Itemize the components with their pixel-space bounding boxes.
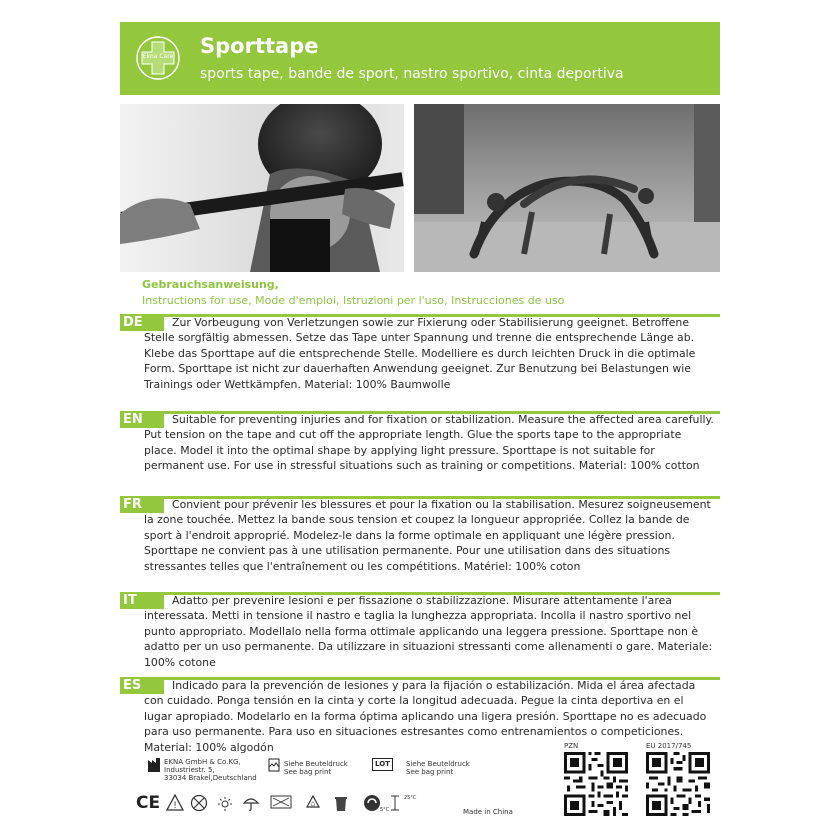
section-text-es: Indicado para la prevención de lesiones y para la fijación o estabilización. Mida el área afectada con cuidado. Ponga tensión en la cinta y corte la longitud adecuada. Pegue la cinta deportiva en el lugar apropiado. Modelarlo en la forma óptima aplicando una ligera presión. Sporttape no es adecuado para uso permanente. Para uso en situaciones estresantes como entrenamientos o competiciones. Material: 100% algodón: [144, 679, 707, 754]
instructions-heading: Gebrauchsanweisung,: [142, 278, 279, 291]
header-banner: [120, 22, 720, 95]
instruction-leaflet: [120, 22, 720, 822]
photo-weightlifting: [120, 104, 404, 272]
pzn-label: PZN: [564, 742, 579, 750]
language-badge-en: EN: [120, 412, 164, 428]
lot-badge: LOT: [372, 758, 393, 771]
keep-dry-icon: [242, 794, 260, 812]
warning-icon: [166, 794, 184, 812]
section-text-it: Adatto per prevenire lesioni e per fissazione o stabilizzazione. Misurare attentamente l'area interessata. Metti in tensione il nastro e taglia la lunghezza appropriata. Incolla il nastro sportivo nel punto appropriato. Modellalo nella forma ottimale applicando una leggera pressione. Sporttape non è adatto per un uso permanente. Da utilizzare in situazioni stressanti come allenamenti o gare. Materiale: 100% cotone: [144, 594, 713, 669]
temp-max: 25°C: [404, 795, 417, 801]
pzn-qr-code: [564, 752, 628, 816]
section-text-de: Zur Vorbeugung von Verletzungen sowie zur Fixierung oder Stabilisierung geeignet. Betroffene Stelle sorgfältig abmessen. Setze das Tape unter Spannung und trenne die entsprechende Länge ab. Klebe das Sporttape auf die entsprechende Stelle. Modelliere es durch leichten Druck in die optimale Form. Sporttape ist nicht zur dauerhaften Anwendung geeignet. Zur Benutzung bei Belastungen wie Trainings oder Wettkämpfen. Material: 100% Baumwolle: [144, 316, 696, 391]
language-badge-fr: FR: [120, 497, 164, 513]
green-dot-icon: [362, 794, 382, 812]
non-sterile-icon: [270, 794, 292, 812]
instructions-languages: Instructions for use, Mode d'emploi, Istruzioni per l'uso, Instrucciones de uso: [142, 294, 565, 307]
svg-text:!: !: [173, 801, 177, 811]
brand-logo-text: Ekna Care: [142, 53, 174, 60]
sun-protection-icon: [216, 794, 234, 812]
svg-text:♺: ♺: [310, 801, 316, 808]
manufacturer-address: EKNA GmbH & Co.KG, Industriestr. 5, 33034 Brakel,Deutschland: [164, 758, 257, 782]
language-badge-de: DE: [120, 315, 164, 331]
ce-mark: CE: [136, 793, 161, 813]
page-subtitle: sports tape, bande de sport, nastro sportivo, cinta deportiva: [200, 66, 624, 82]
disposal-bin-icon: [332, 794, 350, 812]
do-not-reuse-icon: [190, 794, 208, 812]
date-note: Siehe Beuteldruck See bag print: [284, 760, 348, 776]
section-text-en: Suitable for preventing injuries and for fixation or stabilization. Measure the affected area carefully. Put tension on the tape and cut off the appropriate length. Glue the sports tape to the appropriate place. Model it into the optimal shape by applying light pressure. Sporttape is not suitable for permanent use. For use in stressful situations such as training or competitions. Material: 100% cotton: [144, 413, 714, 473]
manufacture-date-icon: [268, 758, 280, 772]
language-badge-it: IT: [120, 593, 164, 609]
udi-qr-code: [646, 752, 710, 816]
section-text-fr: Convient pour prévenir les blessures et pour la fixation ou la stabilisation. Mesurez soigneusement la zone touchée. Mettez la bande sous tension et coupez la longueur appropriée. Collez la bande de sport à l'endroit approprié. Modelez-le dans la forme optimale en appliquant une légère pression. Sporttape ne convient pas à une utilisation permanente. Pour une utilisation dans des situations stressantes telles que l'entraînement ou les compétitions. Matériel: 100% coton: [144, 498, 711, 573]
made-in-label: Made in China: [463, 808, 513, 816]
page-title: Sporttape: [200, 34, 319, 58]
lot-note: Siehe Beuteldruck See bag print: [406, 760, 470, 776]
brand-logo-icon: [136, 36, 180, 80]
recycling-icon: [304, 794, 322, 812]
thermometer-icon: [388, 794, 402, 812]
temp-min: 5°C: [380, 807, 390, 813]
manufacturer-icon: [148, 758, 160, 772]
language-badge-es: ES: [120, 678, 164, 694]
photo-acro-yoga: [414, 104, 720, 272]
eu-regulation-label: EU 2017/745: [646, 742, 692, 750]
